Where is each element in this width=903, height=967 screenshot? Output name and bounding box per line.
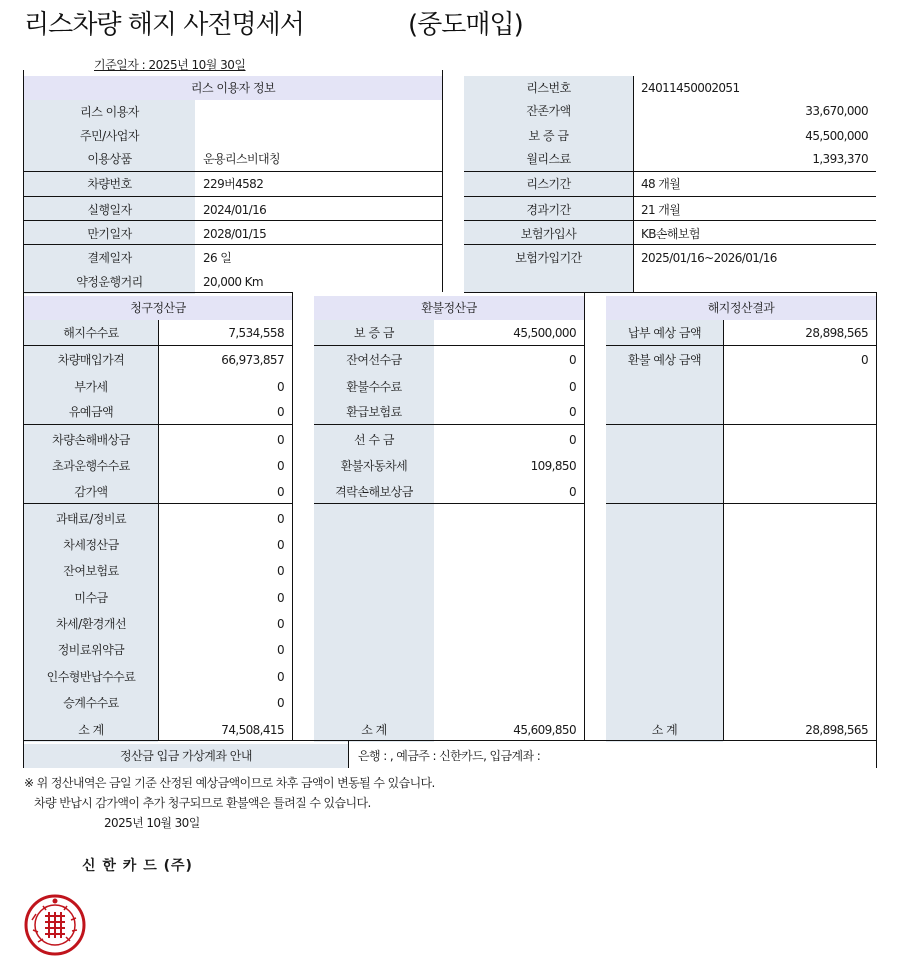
billing-value: 7,534,558	[228, 326, 284, 340]
divider	[464, 171, 876, 172]
billing-label: 인수형반납수수료	[24, 665, 158, 689]
issuer-company: 신 한 카 드 (주)	[82, 858, 193, 874]
billing-label: 미수금	[24, 586, 158, 610]
billing-label: 정비료위약금	[24, 638, 158, 662]
lessee-value: 229버4582	[203, 177, 264, 191]
divider	[23, 70, 24, 292]
document-subtitle: (중도매입)	[408, 10, 523, 40]
billing-value: 0	[276, 538, 284, 552]
billing-label: 초과운행수수료	[24, 454, 158, 478]
divider	[584, 292, 585, 740]
note-date: 2025년 10월 30일	[104, 816, 200, 830]
divider	[24, 424, 292, 425]
divider	[876, 292, 877, 768]
result-subtotal-value: 28,898,565	[805, 723, 868, 737]
lease-label: 월리스료	[464, 147, 633, 171]
virtual-account-value: 은행 : , 예금주 : 신한카드, 입금계좌 :	[358, 749, 541, 763]
billing-value: 0	[276, 670, 284, 684]
billing-value: 66,973,857	[221, 353, 284, 367]
refund-subtotal-value: 45,609,850	[513, 723, 576, 737]
result-label: 환불 예상 금액	[606, 348, 723, 372]
billing-label: 해지수수료	[24, 321, 158, 345]
lessee-label: 리스 이용자	[24, 100, 195, 124]
billing-value: 0	[276, 433, 284, 447]
divider	[24, 740, 876, 741]
refund-value: 109,850	[530, 459, 576, 473]
lease-value: 33,670,000	[805, 104, 868, 118]
result-value: 0	[860, 353, 868, 367]
divider	[606, 345, 876, 346]
refund-label: 환불자동차세	[314, 454, 434, 478]
lessee-info-header: 리스 이용자 정보	[24, 76, 442, 100]
divider	[464, 244, 876, 245]
billing-subtotal-label: 소 계	[24, 718, 158, 742]
lessee-label: 만기일자	[24, 222, 195, 246]
divider	[633, 76, 634, 292]
divider	[464, 220, 876, 221]
result-subtotal-label: 소 계	[606, 718, 723, 742]
billing-value: 0	[276, 380, 284, 394]
refund-label: 환불수수료	[314, 375, 434, 399]
refund-header: 환불정산금	[314, 296, 584, 320]
divider	[348, 740, 349, 768]
divider	[24, 196, 442, 197]
divider	[24, 171, 442, 172]
refund-value: 0	[568, 433, 576, 447]
lease-value: 45,500,000	[805, 129, 868, 143]
lessee-value: 26 일	[203, 251, 232, 265]
divider	[23, 292, 24, 768]
document-title: 리스차량 해지 사전명세서	[24, 10, 304, 40]
result-value: 28,898,565	[805, 326, 868, 340]
billing-value: 0	[276, 564, 284, 578]
billing-header: 청구정산금	[24, 296, 292, 320]
billing-label: 부가세	[24, 375, 158, 399]
refund-label: 보 증 금	[314, 321, 434, 345]
lessee-label: 이용상품	[24, 147, 195, 171]
divider	[158, 320, 159, 740]
virtual-account-label: 정산금 입금 가상계좌 안내	[24, 744, 348, 768]
billing-label: 감가액	[24, 480, 158, 504]
lessee-label: 실행일자	[24, 198, 195, 222]
billing-subtotal-value: 74,508,415	[221, 723, 284, 737]
divider	[24, 244, 442, 245]
billing-value: 0	[276, 512, 284, 526]
lessee-label: 약정운행거리	[24, 270, 195, 294]
billing-label: 차량손해배상금	[24, 428, 158, 452]
billing-label: 차량매입가격	[24, 348, 158, 372]
lease-value: 24011450002051	[641, 81, 740, 95]
result-label-column	[606, 320, 723, 740]
billing-label: 잔여보험료	[24, 559, 158, 583]
refund-label: 선 수 금	[314, 428, 434, 452]
note-line-2: 차량 반납시 감가액이 추가 청구되므로 환불액은 틀려질 수 있습니다.	[34, 796, 371, 810]
lessee-value: 2028/01/15	[203, 227, 267, 241]
refund-subtotal-label: 소 계	[314, 718, 434, 742]
billing-label: 차세/환경개선	[24, 612, 158, 636]
lessee-value	[195, 124, 442, 148]
billing-value: 0	[276, 617, 284, 631]
base-date: 기준일자 : 2025년 10월 30일	[94, 58, 246, 72]
refund-value: 0	[568, 405, 576, 419]
divider	[24, 292, 292, 293]
lessee-value: 20,000 Km	[203, 275, 263, 289]
lease-label: 리스번호	[464, 76, 633, 100]
billing-value: 0	[276, 591, 284, 605]
lease-label: 경과기간	[464, 198, 633, 222]
result-header: 해지정산결과	[606, 296, 876, 320]
divider	[24, 503, 292, 504]
billing-value: 0	[276, 643, 284, 657]
lease-label: 잔존가액	[464, 99, 633, 123]
billing-value: 0	[276, 459, 284, 473]
result-label: 납부 예상 금액	[606, 321, 723, 345]
divider	[464, 292, 876, 293]
billing-label: 승계수수료	[24, 691, 158, 715]
lease-value: 1,393,370	[812, 152, 868, 166]
divider	[24, 220, 442, 221]
lease-label: 보험가입사	[464, 222, 633, 246]
billing-label: 과태료/정비료	[24, 507, 158, 531]
divider	[314, 503, 584, 504]
lease-label: 보 증 금	[464, 124, 633, 148]
lease-label: 보험가입기간	[464, 246, 633, 270]
lease-value: 21 개월	[641, 203, 681, 217]
refund-value: 45,500,000	[513, 326, 576, 340]
billing-value: 0	[276, 485, 284, 499]
divider	[723, 320, 724, 740]
divider	[314, 424, 584, 425]
lease-label: 리스기간	[464, 172, 633, 196]
lessee-label: 결제일자	[24, 246, 195, 270]
lessee-value	[195, 100, 442, 124]
divider	[606, 503, 876, 504]
lease-value: KB손해보험	[641, 227, 700, 241]
lease-value: 2025/01/16~2026/01/16	[641, 251, 777, 265]
billing-value: 0	[276, 696, 284, 710]
divider	[606, 424, 876, 425]
divider	[464, 196, 876, 197]
divider	[442, 70, 443, 292]
company-seal-icon	[24, 894, 86, 956]
lessee-label: 주민/사업자	[24, 124, 195, 148]
billing-label: 유예금액	[24, 400, 158, 424]
refund-value: 0	[568, 485, 576, 499]
refund-value: 0	[568, 353, 576, 367]
divider	[24, 345, 292, 346]
lessee-label: 차량번호	[24, 172, 195, 196]
refund-label: 환급보험료	[314, 400, 434, 424]
note-line-1: ※ 위 정산내역은 금일 기준 산정된 예상금액이므로 차후 금액이 변동될 수 있습니다.	[24, 776, 435, 790]
billing-value: 0	[276, 405, 284, 419]
billing-label: 차세정산금	[24, 533, 158, 557]
lessee-value: 운용리스비대칭	[203, 152, 280, 166]
divider	[314, 345, 584, 346]
divider	[292, 292, 293, 740]
refund-label: 잔여선수금	[314, 348, 434, 372]
refund-label: 격락손해보상금	[314, 480, 434, 504]
refund-value: 0	[568, 380, 576, 394]
lease-value: 48 개월	[641, 177, 681, 191]
lessee-value: 2024/01/16	[203, 203, 267, 217]
